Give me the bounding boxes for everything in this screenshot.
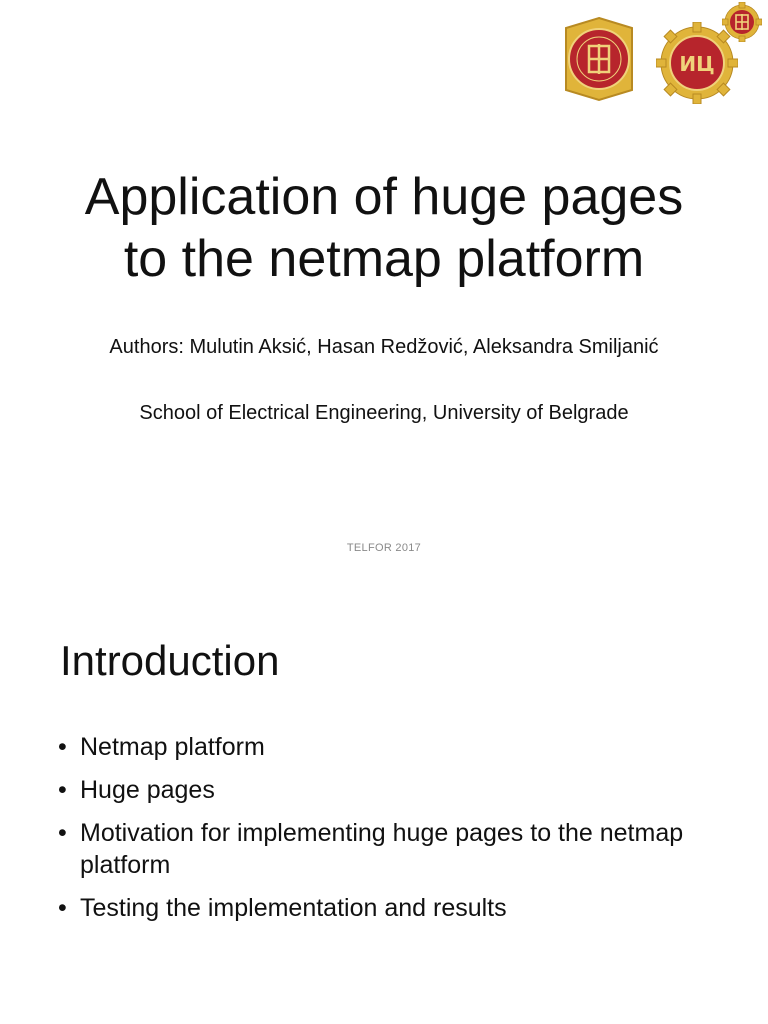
bullet-item bbox=[58, 774, 718, 806]
bullet-text: Motivation for implementing huge pages to the netmap platform bbox=[80, 819, 684, 879]
etf-small-gear-logo bbox=[722, 2, 762, 42]
bullet-item bbox=[58, 892, 718, 924]
ic-logo-text: ИЦ bbox=[679, 52, 715, 76]
bullet-dot-icon: • bbox=[58, 776, 67, 804]
bullet-item bbox=[58, 817, 718, 881]
bullet-dot-icon: • bbox=[58, 894, 67, 922]
slide-title-line-2: to the netmap platform bbox=[123, 230, 645, 288]
bullet-dot-icon: • bbox=[58, 819, 67, 847]
authors-line: Authors: Mulutin Aksić, Hasan Redžović, Aleksandra Smiljanić bbox=[109, 336, 659, 358]
slide-heading: Introduction bbox=[60, 637, 280, 684]
bullet-dot-icon: • bbox=[58, 733, 67, 761]
etf-seal-logo bbox=[562, 16, 636, 102]
slide-footer: TELFOR 2017 bbox=[346, 542, 422, 554]
slide-title bbox=[40, 166, 728, 290]
bullet-text: Huge pages bbox=[80, 776, 215, 804]
slide-title-line-1: Application of huge pages bbox=[84, 168, 684, 226]
school-line: School of Electrical Engineering, University of Belgrade bbox=[139, 402, 629, 424]
bullet-text: Testing the implementation and results bbox=[80, 894, 507, 922]
logo-group bbox=[0, 0, 768, 110]
introduction-slide bbox=[0, 576, 768, 1024]
bullet-item bbox=[58, 731, 718, 763]
bullet-text: Netmap platform bbox=[80, 733, 265, 761]
bullet-list bbox=[58, 731, 718, 935]
